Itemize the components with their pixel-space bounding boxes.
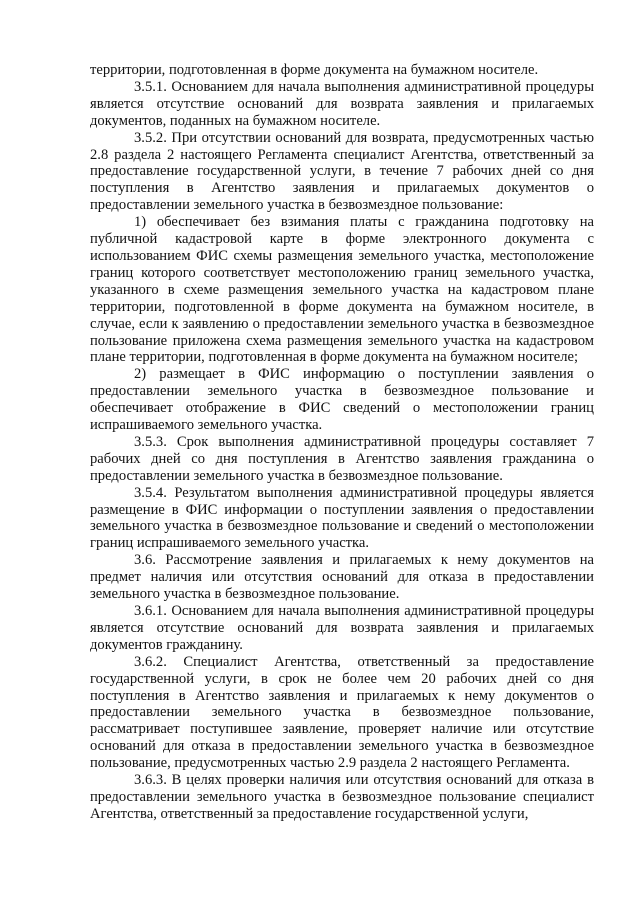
paragraph-3-5-3: 3.5.3. Срок выполнения административной процедуры составляет 7 рабочих дней со дня поступления в Агентство заявления гражданина о предоставлении земельного участка в безвозмездное пользование. — [90, 433, 594, 484]
paragraph-3-5-1: 3.5.1. Основанием для начала выполнения административной процедуры является отсутствие оснований для возврата заявления и прилагаемых документов, поданных на бумажном носителе. — [90, 78, 594, 129]
list-item-1: 1) обеспечивает без взимания платы с гражданина подготовку на публичной кадастровой карте в форме электронного документа с использованием ФИС схемы размещения земельного участка, местоположение границ которого соответствует местоположению границ земельного участка, указанного в схеме размещения земельного участка на кадастровом плане территории, подготовленной в форме документа на бумажном носителе, в случае, если к заявлению о предоставлении земельного участка в безвозмездное пользование приложена схема размещения земельного участка на кадастровом плане территории, подготовленная в форме документа на бумажном носителе; — [90, 214, 594, 366]
paragraph-3-5-2: 3.5.2. При отсутствии оснований для возврата, предусмотренных частью 2.8 раздела 2 настоящего Регламента специалист Агентства, ответственный за предоставление государственной услуги, в течение 7 рабочих дней со дня поступления в Агентство заявления и прилагаемых документов о предоставлении земельного участка в безвозмездное пользование: — [90, 129, 594, 214]
paragraph-continuation: территории, подготовленная в форме документа на бумажном носителе. — [90, 62, 539, 78]
paragraph-3-6-2: 3.6.2. Специалист Агентства, ответственный за предоставление государственной услуги, в срок не более чем 20 рабочих дней со дня поступления в Агентство заявления и прилагаемых к нему документов о предоставлении земельного участка в безвозмездное пользование, рассматривает поступившее заявление, проверяет наличие или отсутствие оснований для отказа в предоставлении земельного участка в безвозмездное пользование, предусмотренных частью 2.9 раздела 2 настоящего Регламента. — [90, 653, 594, 772]
list-item-2: 2) размещает в ФИС информацию о поступлении заявления о предоставлении земельного участка в безвозмездное пользование и обеспечивает отображение в ФИС сведений о местоположении границ испрашиваемого земельного участка. — [90, 366, 594, 434]
paragraph-3-6-3: 3.6.3. В целях проверки наличия или отсутствия оснований для отказа в предоставлении земельного участка в безвозмездное пользование специалист Агентства, ответственный за предоставление государственной услуги, — [90, 772, 594, 822]
paragraph-3-6: 3.6. Рассмотрение заявления и прилагаемых к нему документов на предмет наличия или отсутствия оснований для отказа в предоставлении земельного участка в безвозмездное пользование. — [90, 552, 594, 603]
paragraph-3-5-4: 3.5.4. Результатом выполнения административной процедуры является размещение в ФИС информации о поступлении заявления о предоставлении земельного участка в безвозмездное пользование и сведений о местоположении границ испрашиваемого земельного участка. — [90, 484, 594, 552]
paragraph-3-6-1: 3.6.1. Основанием для начала выполнения административной процедуры является отсутствие оснований для возврата заявления и прилагаемых документов гражданину. — [90, 603, 594, 653]
document-page — [90, 62, 594, 823]
